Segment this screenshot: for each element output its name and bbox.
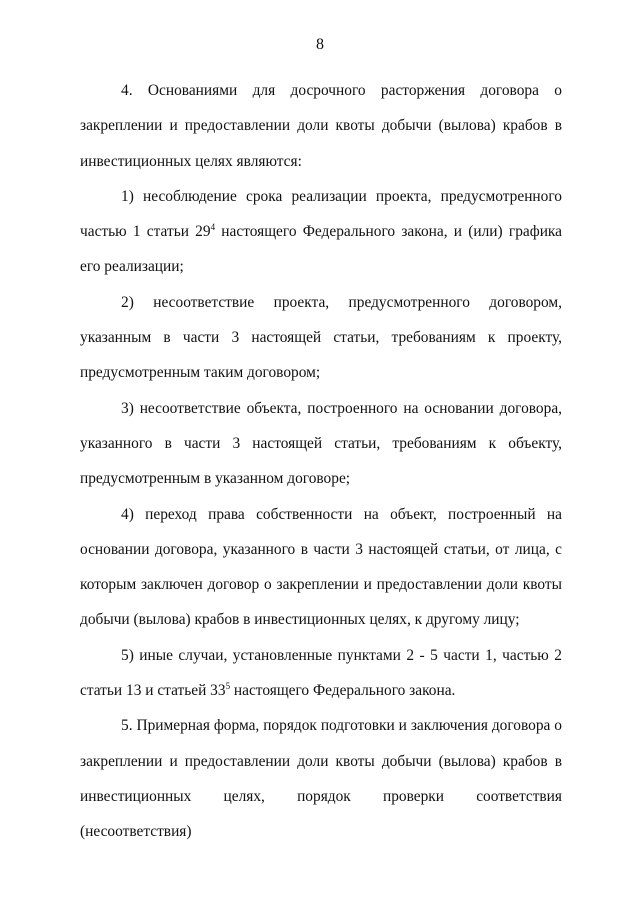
page-number: 8 [316,36,324,53]
paragraph-item-1-text-end: настоящего Федерального закона, и (или) графика его реализации; [80,223,562,276]
paragraph-section-4: 4. Основаниями для досрочного расторжения договора о закреплении и предоставлении доли квоты добычи (вылова) крабов в инвестиционных целях являются: [80,82,562,170]
paragraph-item-5-text: 5) иные случаи, установленные пунктами 2 - 5 части 1, частью 2 статьи 13 и статьей 33 [80,646,562,700]
paragraph-item-2: 2) несоответствие проекта, предусмотренного договором, указанным в части 3 настоящей статьи, требованиям к проекту, предусмотренным таким договором; [80,293,562,382]
paragraph-item-3: 3) несоответствие объекта, построенного на основании договора, указанного в части 3 настоящей статьи, требованиям к объекту, предусмотренным в указанном договоре; [80,399,562,488]
paragraph-item-5 [80,638,562,709]
paragraph-section-5: 5. Примерная форма, порядок подготовки и заключения договора о закреплении и предоставлении доли квоты добычи (вылова) крабов в инвестиционных целях, порядок проверки соответствия (несоответствия) [80,717,562,841]
paragraph-item-4: 4) переход права собственности на объект, построенный на основании договора, указанного в части 3 настоящей статьи, от лица, с которым заключен договор о закреплении и предоставлении доли квоты добычи (вылова) крабов в инвестиционных целях, к другому лицу; [80,505,562,629]
paragraph-item-1 [80,179,562,285]
document-body [80,73,562,850]
paragraph-item-1-text: 1) несоблюдение срока реализации проекта, предусмотренного частью 1 статьи 29 [80,187,562,241]
superscript-article-number: 5 [225,681,231,692]
superscript-article-number: 4 [210,222,216,233]
paragraph-item-5-text-end: настоящего Федерального закона. [230,682,456,700]
